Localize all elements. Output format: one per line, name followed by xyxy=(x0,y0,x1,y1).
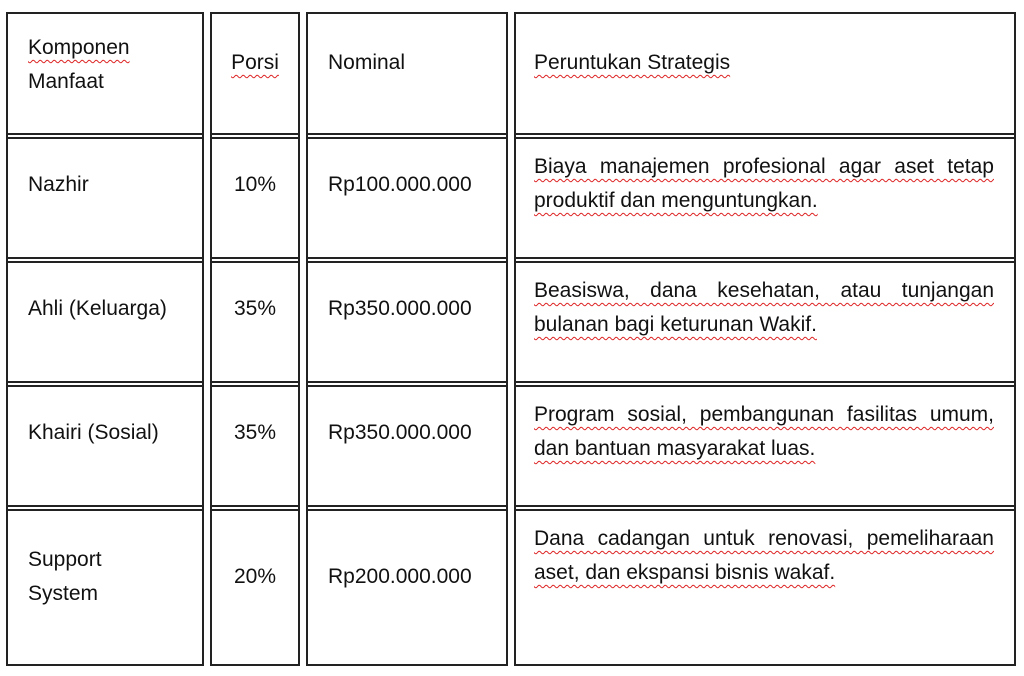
row-purpose xyxy=(534,274,994,342)
header-portion: Porsi xyxy=(231,51,279,74)
header-component-line2: Manfaat xyxy=(28,70,104,93)
purpose-text: Beasiswa, dana kesehatan, atau tunjangan bulanan bagi keturunan Wakif. xyxy=(534,279,994,336)
row-portion: 10% xyxy=(233,173,277,196)
row-portion: 20% xyxy=(233,565,277,588)
row-component: Khairi (Sosial) xyxy=(28,421,159,444)
row-portion: 35% xyxy=(233,297,277,320)
row-purpose xyxy=(534,398,994,466)
header-purpose: Peruntukan Strategis xyxy=(534,51,731,74)
header-component xyxy=(28,30,198,100)
row-purpose xyxy=(534,522,994,590)
purpose-text: Program sosial, pembangunan fasilitas umum, dan bantuan masyarakat luas. xyxy=(534,403,994,460)
row-purpose xyxy=(534,150,994,218)
row-nominal: Rp100.000.000 xyxy=(328,173,472,196)
row-component: Support System xyxy=(28,548,102,605)
purpose-text: Biaya manajemen profesional agar aset tetap produktif dan menguntungkan. xyxy=(534,155,994,212)
row-component: Nazhir xyxy=(28,173,89,196)
purpose-text: Dana cadangan untuk renovasi, pemeliharaan aset, dan ekspansi bisnis wakaf. xyxy=(534,527,994,584)
row-nominal: Rp350.000.000 xyxy=(328,297,472,320)
header-nominal: Nominal xyxy=(328,51,406,74)
row-nominal: Rp350.000.000 xyxy=(328,421,472,444)
header-component-line1: Komponen xyxy=(28,36,130,59)
row-portion: 35% xyxy=(233,421,277,444)
row-nominal: Rp200.000.000 xyxy=(328,565,472,588)
row-component: Ahli (Keluarga) xyxy=(28,297,167,320)
